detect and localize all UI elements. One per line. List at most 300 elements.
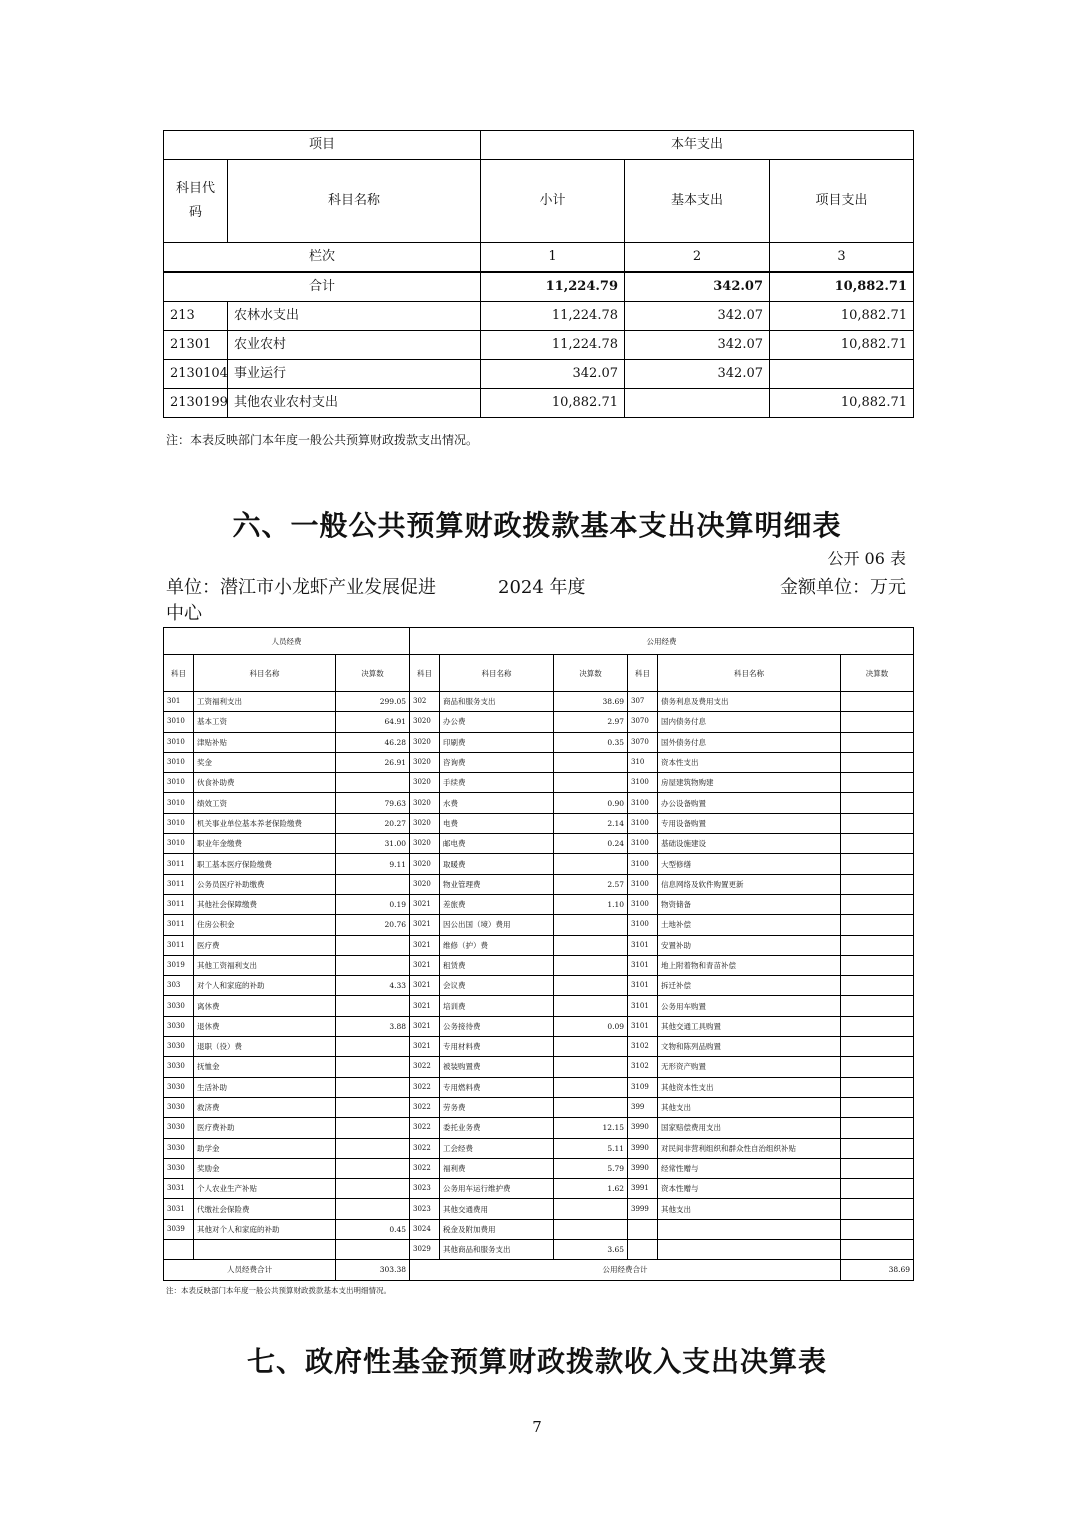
row-amount — [841, 935, 914, 955]
section-six-title: 六、一般公共预算财政拨款基本支出决算明细表 — [232, 509, 842, 542]
row-basic: 342.07 — [625, 331, 770, 360]
header-name: 科目名称 — [228, 160, 481, 243]
table-row — [164, 389, 914, 418]
row-name: 土地补偿 — [658, 915, 841, 935]
row-name: 救济费 — [194, 1097, 336, 1117]
total-basic: 342.07 — [625, 272, 770, 302]
unit-line-2: 中心 — [166, 603, 202, 624]
row-name: 其他交通工具购置 — [658, 1016, 841, 1036]
row-name: 被装购置费 — [440, 1057, 554, 1077]
row-code: 2130104 — [164, 360, 228, 389]
table-row — [164, 331, 914, 360]
header-subtotal: 小计 — [481, 160, 625, 243]
row-name: 医疗费补助 — [194, 1118, 336, 1138]
row-code: 3022 — [410, 1097, 440, 1117]
row-name: 专用设备购置 — [658, 813, 841, 833]
row-code: 3990 — [628, 1158, 658, 1178]
row-code: 3101 — [628, 976, 658, 996]
row-code: 302 — [410, 692, 440, 712]
row-amount: 5.11 — [554, 1138, 628, 1158]
row-code: 3022 — [410, 1077, 440, 1097]
row-amount — [336, 1179, 410, 1199]
row-amount — [554, 1097, 628, 1117]
row-name: 其他交通费用 — [440, 1199, 554, 1219]
row-name: 安置补助 — [658, 935, 841, 955]
row-code: 3022 — [410, 1138, 440, 1158]
name-header: 科目名称 — [440, 655, 554, 692]
table-row — [164, 692, 914, 712]
row-amount: 0.45 — [336, 1219, 410, 1239]
budget-expenditure-table — [163, 130, 914, 418]
row-amount — [336, 874, 410, 894]
table-row — [164, 302, 914, 331]
header-basic: 基本支出 — [625, 160, 770, 243]
section-seven-title: 七、政府性基金预算财政拨款收入支出决算表 — [246, 1345, 827, 1378]
row-amount — [336, 1077, 410, 1097]
row-name: 其他支出 — [658, 1199, 841, 1219]
row-code: 3010 — [164, 712, 194, 732]
row-amount: 5.79 — [554, 1158, 628, 1178]
row-amount — [554, 1219, 628, 1239]
row-amount — [841, 1138, 914, 1158]
row-name: 抚恤金 — [194, 1057, 336, 1077]
row-name: 绩效工资 — [194, 793, 336, 813]
row-amount — [336, 996, 410, 1016]
row-code: 3023 — [410, 1199, 440, 1219]
row-code: 3011 — [164, 915, 194, 935]
row-name: 办公设备购置 — [658, 793, 841, 813]
row-code: 3031 — [164, 1199, 194, 1219]
row-code: 3100 — [628, 793, 658, 813]
row-code: 3010 — [164, 813, 194, 833]
row-amount: 2.97 — [554, 712, 628, 732]
table-row — [164, 732, 914, 752]
table-row — [164, 996, 914, 1016]
row-code: 399 — [628, 1097, 658, 1117]
table-row — [164, 712, 914, 732]
table-row — [164, 1097, 914, 1117]
row-code: 3011 — [164, 935, 194, 955]
row-name: 办公费 — [440, 712, 554, 732]
row-amount — [554, 1199, 628, 1219]
row-name: 奖励金 — [194, 1158, 336, 1178]
row-code: 3023 — [410, 1179, 440, 1199]
row-name: 公务员医疗补助缴费 — [194, 874, 336, 894]
row-name: 生活补助 — [194, 1077, 336, 1097]
row-name: 维修（护）费 — [440, 935, 554, 955]
row-code: 3020 — [410, 732, 440, 752]
row-name — [658, 1240, 841, 1260]
row-amount — [841, 1199, 914, 1219]
row-code: 3030 — [164, 996, 194, 1016]
row-amount — [336, 935, 410, 955]
row-code: 3020 — [410, 752, 440, 772]
row-name: 电费 — [440, 813, 554, 833]
row-code — [628, 1240, 658, 1260]
column-index-3: 3 — [770, 243, 914, 273]
row-code: 3010 — [164, 834, 194, 854]
row-name: 经常性赠与 — [658, 1158, 841, 1178]
row-amount — [336, 1138, 410, 1158]
row-code: 3030 — [164, 1016, 194, 1036]
row-name: 工资福利支出 — [194, 692, 336, 712]
row-name: 拆迁补偿 — [658, 976, 841, 996]
row-project: 10,882.71 — [770, 302, 914, 331]
row-amount — [554, 976, 628, 996]
row-code: 3100 — [628, 773, 658, 793]
row-amount — [336, 1097, 410, 1117]
row-code: 3100 — [628, 894, 658, 914]
row-name: 文物和陈列品购置 — [658, 1037, 841, 1057]
page-number: 7 — [532, 1418, 542, 1436]
table-row — [164, 955, 914, 975]
row-code: 3011 — [164, 874, 194, 894]
table-row — [164, 1057, 914, 1077]
row-name: 资本性支出 — [658, 752, 841, 772]
row-code: 3020 — [410, 834, 440, 854]
row-name: 印刷费 — [440, 732, 554, 752]
row-amount — [841, 1077, 914, 1097]
row-name: 其他对个人和家庭的补助 — [194, 1219, 336, 1239]
amount-unit: 金额单位：万元 — [780, 577, 906, 598]
row-code: 3102 — [628, 1057, 658, 1077]
row-amount — [841, 1016, 914, 1036]
row-code: 310 — [628, 752, 658, 772]
row-amount — [841, 1179, 914, 1199]
row-basic: 342.07 — [625, 302, 770, 331]
row-name: 助学金 — [194, 1138, 336, 1158]
row-name: 机关事业单位基本养老保险缴费 — [194, 813, 336, 833]
row-code: 3070 — [628, 732, 658, 752]
row-name: 其他农业农村支出 — [228, 389, 481, 418]
table-row — [164, 1077, 914, 1097]
row-name: 退职（役）费 — [194, 1037, 336, 1057]
row-name: 大型修缮 — [658, 854, 841, 874]
table-row — [164, 1158, 914, 1178]
table-row — [164, 894, 914, 914]
row-amount — [841, 712, 914, 732]
row-code: 3101 — [628, 955, 658, 975]
row-amount — [841, 976, 914, 996]
row-code: 3021 — [410, 1016, 440, 1036]
row-code: 3030 — [164, 1138, 194, 1158]
row-code: 3021 — [410, 894, 440, 914]
row-amount — [841, 752, 914, 772]
row-code: 3021 — [410, 935, 440, 955]
row-code: 3020 — [410, 712, 440, 732]
row-subtotal: 342.07 — [481, 360, 625, 389]
row-name: 委托业务费 — [440, 1118, 554, 1138]
row-amount — [841, 1219, 914, 1239]
row-amount — [554, 915, 628, 935]
row-name: 水费 — [440, 793, 554, 813]
row-code: 3030 — [164, 1118, 194, 1138]
row-name: 对个人和家庭的补助 — [194, 976, 336, 996]
row-code: 3030 — [164, 1077, 194, 1097]
table-row — [164, 834, 914, 854]
row-name: 医疗费 — [194, 935, 336, 955]
row-code: 3022 — [410, 1118, 440, 1138]
row-code: 3021 — [410, 955, 440, 975]
row-amount — [554, 752, 628, 772]
row-amount — [841, 793, 914, 813]
public-header: 公用经费 — [410, 628, 914, 655]
row-name: 工会经费 — [440, 1138, 554, 1158]
row-code: 213 — [164, 302, 228, 331]
row-code: 3100 — [628, 874, 658, 894]
row-code: 21301 — [164, 331, 228, 360]
row-name: 国外债务付息 — [658, 732, 841, 752]
row-name: 伙食补助费 — [194, 773, 336, 793]
row-basic — [625, 389, 770, 418]
row-amount: 3.88 — [336, 1016, 410, 1036]
row-amount — [841, 854, 914, 874]
row-amount — [554, 955, 628, 975]
row-amount — [841, 1097, 914, 1117]
row-name: 差旅费 — [440, 894, 554, 914]
row-code: 3020 — [410, 854, 440, 874]
row-code: 3020 — [410, 813, 440, 833]
row-name: 住房公积金 — [194, 915, 336, 935]
row-subtotal: 11,224.78 — [481, 331, 625, 360]
table-row — [164, 773, 914, 793]
row-name: 其他工资福利支出 — [194, 955, 336, 975]
row-amount — [336, 1199, 410, 1219]
row-amount — [841, 834, 914, 854]
row-name: 地上附着物和青苗补偿 — [658, 955, 841, 975]
row-amount — [336, 1037, 410, 1057]
row-name: 公务用车运行维护费 — [440, 1179, 554, 1199]
row-code: 3070 — [628, 712, 658, 732]
row-code: 3030 — [164, 1158, 194, 1178]
row-basic: 342.07 — [625, 360, 770, 389]
name-header: 科目名称 — [194, 655, 336, 692]
table-row — [164, 1037, 914, 1057]
row-code: 3999 — [628, 1199, 658, 1219]
row-name: 专用燃料费 — [440, 1077, 554, 1097]
row-name: 信息网络及软件购置更新 — [658, 874, 841, 894]
table-row — [164, 1219, 914, 1239]
row-amount: 26.91 — [336, 752, 410, 772]
row-code: 3022 — [410, 1158, 440, 1178]
row-amount — [336, 1057, 410, 1077]
basic-expenditure-detail-table — [163, 627, 914, 1281]
table-row — [164, 752, 914, 772]
total-project: 10,882.71 — [770, 272, 914, 302]
row-code: 3100 — [628, 854, 658, 874]
row-name: 其他商品和服务支出 — [440, 1240, 554, 1260]
table-row — [164, 1138, 914, 1158]
row-code: 3039 — [164, 1219, 194, 1239]
row-project — [770, 360, 914, 389]
row-name: 国家赔偿费用支出 — [658, 1118, 841, 1138]
row-code: 307 — [628, 692, 658, 712]
table-row — [164, 1016, 914, 1036]
row-amount — [841, 915, 914, 935]
row-name: 取暖费 — [440, 854, 554, 874]
row-code: 3020 — [410, 793, 440, 813]
row-code: 3010 — [164, 732, 194, 752]
row-code: 3022 — [410, 1057, 440, 1077]
row-name: 邮电费 — [440, 834, 554, 854]
row-name: 退休费 — [194, 1016, 336, 1036]
row-amount: 64.91 — [336, 712, 410, 732]
row-subtotal: 10,882.71 — [481, 389, 625, 418]
row-code: 3101 — [628, 996, 658, 1016]
row-name: 奖金 — [194, 752, 336, 772]
row-name: 手续费 — [440, 773, 554, 793]
fiscal-year: 2024 年度 — [498, 577, 586, 598]
row-amount: 2.57 — [554, 874, 628, 894]
row-code — [164, 1240, 194, 1260]
row-amount — [841, 1158, 914, 1178]
code-header: 科目 — [164, 655, 194, 692]
table-row — [164, 1199, 914, 1219]
row-name: 劳务费 — [440, 1097, 554, 1117]
row-code — [628, 1219, 658, 1239]
row-code: 3100 — [628, 915, 658, 935]
personnel-total-value: 303.38 — [336, 1260, 410, 1280]
unit-line-1: 单位：潜江市小龙虾产业发展促进 — [166, 577, 436, 598]
row-code: 3020 — [410, 874, 440, 894]
row-code: 3990 — [628, 1118, 658, 1138]
row-name: 农业农村 — [228, 331, 481, 360]
row-code: 3011 — [164, 854, 194, 874]
amount-header: 决算数 — [841, 655, 914, 692]
row-code: 3011 — [164, 894, 194, 914]
table-row — [164, 793, 914, 813]
row-amount — [554, 1057, 628, 1077]
row-code: 3019 — [164, 955, 194, 975]
row-amount — [336, 1118, 410, 1138]
row-project: 10,882.71 — [770, 389, 914, 418]
row-code: 3024 — [410, 1219, 440, 1239]
public-total-value: 38.69 — [841, 1260, 914, 1280]
code-header: 科目 — [628, 655, 658, 692]
row-amount: 20.76 — [336, 915, 410, 935]
row-amount — [841, 955, 914, 975]
table-row — [164, 976, 914, 996]
row-name: 公务用车购置 — [658, 996, 841, 1016]
row-amount — [841, 1118, 914, 1138]
amount-header: 决算数 — [554, 655, 628, 692]
row-code: 3102 — [628, 1037, 658, 1057]
row-project: 10,882.71 — [770, 331, 914, 360]
row-name: 其他资本性支出 — [658, 1077, 841, 1097]
row-amount: 1.62 — [554, 1179, 628, 1199]
row-subtotal: 11,224.78 — [481, 302, 625, 331]
row-amount — [554, 773, 628, 793]
row-name: 咨询费 — [440, 752, 554, 772]
row-code: 3021 — [410, 996, 440, 1016]
row-amount — [554, 1037, 628, 1057]
column-index-label: 栏次 — [164, 243, 481, 273]
row-name: 会议费 — [440, 976, 554, 996]
row-name: 离休费 — [194, 996, 336, 1016]
table-number: 公开 06 表 — [827, 549, 906, 568]
row-amount: 79.63 — [336, 793, 410, 813]
table-row — [164, 1118, 914, 1138]
row-name: 职工基本医疗保险缴费 — [194, 854, 336, 874]
row-name: 基础设施建设 — [658, 834, 841, 854]
header-code: 科目代码 — [164, 160, 228, 243]
table-row — [164, 935, 914, 955]
row-amount: 46.28 — [336, 732, 410, 752]
row-name: 培训费 — [440, 996, 554, 1016]
row-amount: 12.15 — [554, 1118, 628, 1138]
row-code: 2130199 — [164, 389, 228, 418]
row-amount — [554, 854, 628, 874]
row-code: 3990 — [628, 1138, 658, 1158]
row-code: 3010 — [164, 752, 194, 772]
row-name — [658, 1219, 841, 1239]
row-name: 其他支出 — [658, 1097, 841, 1117]
row-amount — [336, 1240, 410, 1260]
row-amount: 9.11 — [336, 854, 410, 874]
row-amount: 4.33 — [336, 976, 410, 996]
total-subtotal: 11,224.79 — [481, 272, 625, 302]
table-row — [164, 915, 914, 935]
row-name: 职业年金缴费 — [194, 834, 336, 854]
row-name: 国内债务付息 — [658, 712, 841, 732]
table-row — [164, 813, 914, 833]
row-name: 基本工资 — [194, 712, 336, 732]
row-name: 租赁费 — [440, 955, 554, 975]
name-header: 科目名称 — [658, 655, 841, 692]
row-amount: 0.19 — [336, 894, 410, 914]
row-amount — [554, 1077, 628, 1097]
row-code: 3030 — [164, 1037, 194, 1057]
row-amount: 38.69 — [554, 692, 628, 712]
row-name: 商品和服务支出 — [440, 692, 554, 712]
row-name: 物资储备 — [658, 894, 841, 914]
row-code: 3010 — [164, 793, 194, 813]
row-code: 3020 — [410, 773, 440, 793]
row-amount — [841, 732, 914, 752]
row-code: 3031 — [164, 1179, 194, 1199]
row-amount: 299.05 — [336, 692, 410, 712]
row-code: 3021 — [410, 1037, 440, 1057]
table2-note: 注：本表反映部门本年度一般公共预算财政拨款基本支出明细情况。 — [166, 1286, 391, 1295]
row-amount — [554, 996, 628, 1016]
row-amount: 0.35 — [554, 732, 628, 752]
row-name: 代缴社会保险费 — [194, 1199, 336, 1219]
row-name: 房屋建筑物购建 — [658, 773, 841, 793]
header-year-expenditure: 本年支出 — [481, 131, 914, 160]
row-amount: 2.14 — [554, 813, 628, 833]
row-name: 专用材料费 — [440, 1037, 554, 1057]
row-code: 3029 — [410, 1240, 440, 1260]
row-amount — [841, 1240, 914, 1260]
row-amount — [336, 955, 410, 975]
row-name: 债务利息及费用支出 — [658, 692, 841, 712]
row-code: 3101 — [628, 935, 658, 955]
table-row — [164, 854, 914, 874]
row-code: 303 — [164, 976, 194, 996]
row-amount: 1.10 — [554, 894, 628, 914]
row-code: 3021 — [410, 976, 440, 996]
row-code: 3101 — [628, 1016, 658, 1036]
row-code: 301 — [164, 692, 194, 712]
row-name: 事业运行 — [228, 360, 481, 389]
row-name: 农林水支出 — [228, 302, 481, 331]
total-row — [164, 272, 914, 302]
public-total-label: 公用经费合计 — [410, 1260, 841, 1280]
table-row — [164, 1179, 914, 1199]
row-name: 福利费 — [440, 1158, 554, 1178]
row-name: 无形资产购置 — [658, 1057, 841, 1077]
row-code: 3991 — [628, 1179, 658, 1199]
